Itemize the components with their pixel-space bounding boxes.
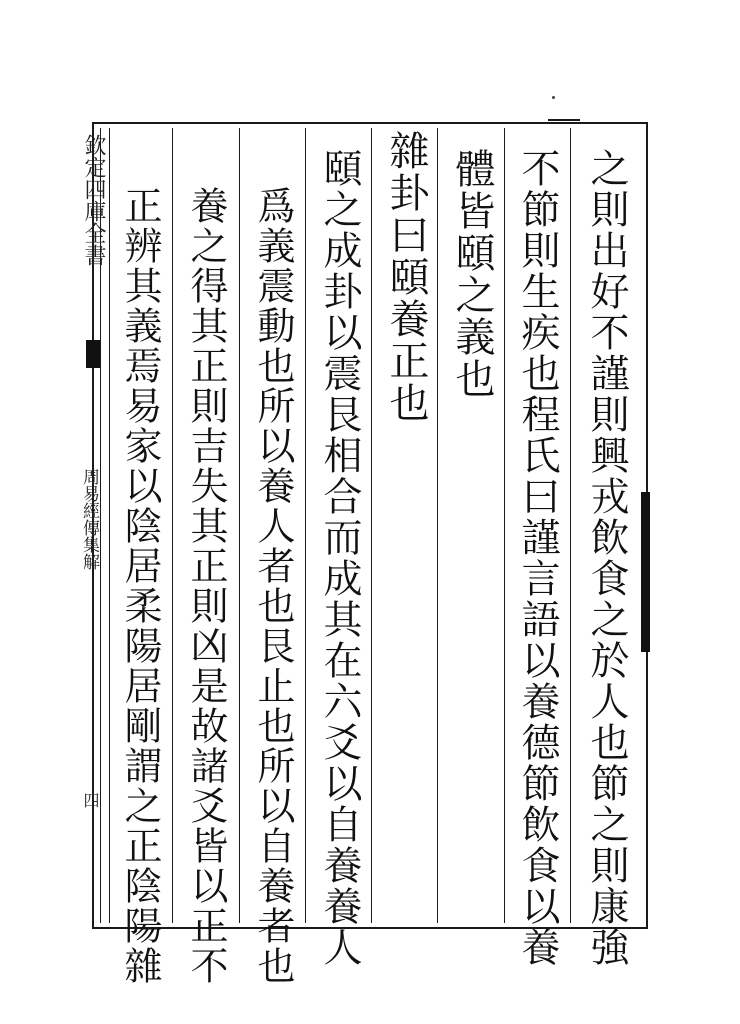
text-column-8: 正辨其義焉易家以陰居柔陽居剛謂之正陰陽雜 [118,186,162,986]
ink-speck [552,96,555,99]
bottom-border [92,927,648,929]
text-column-7: 養之得其正則吉失其正則凶是故諸爻皆以正不 [184,186,228,986]
margin-book-title: 周易經傳集解 [79,468,99,570]
column-divider [504,128,505,923]
top-border [92,122,648,124]
text-column-1: 之則出好不謹則興戎飲食之於人也節之則康強 [584,148,629,968]
text-column-5: 頤之成卦以震艮相合而成其在六爻以自養養人 [317,148,362,968]
column-divider [109,128,110,923]
column-divider [239,128,240,923]
margin-page-number: 四 [81,792,100,808]
fish-tail-mark [86,340,100,368]
column-divider [371,128,372,923]
top-border-tick [548,119,580,121]
column-divider [172,128,173,923]
margin-top-label: 欽定四庫全書 [81,134,106,266]
text-column-6: 爲義震動也所以養人者也艮止也所以自養者也 [251,186,295,986]
column-divider [570,128,571,923]
text-column-2: 不節則生疾也程氏曰謹言語以養德節飲食以養 [515,148,560,968]
text-column-3: 體皆頤之義也 [449,148,495,400]
binding-shadow [641,492,650,652]
column-divider [305,128,306,923]
text-column-4: 雜卦曰頤養正也 [383,130,429,424]
column-divider [437,128,438,923]
